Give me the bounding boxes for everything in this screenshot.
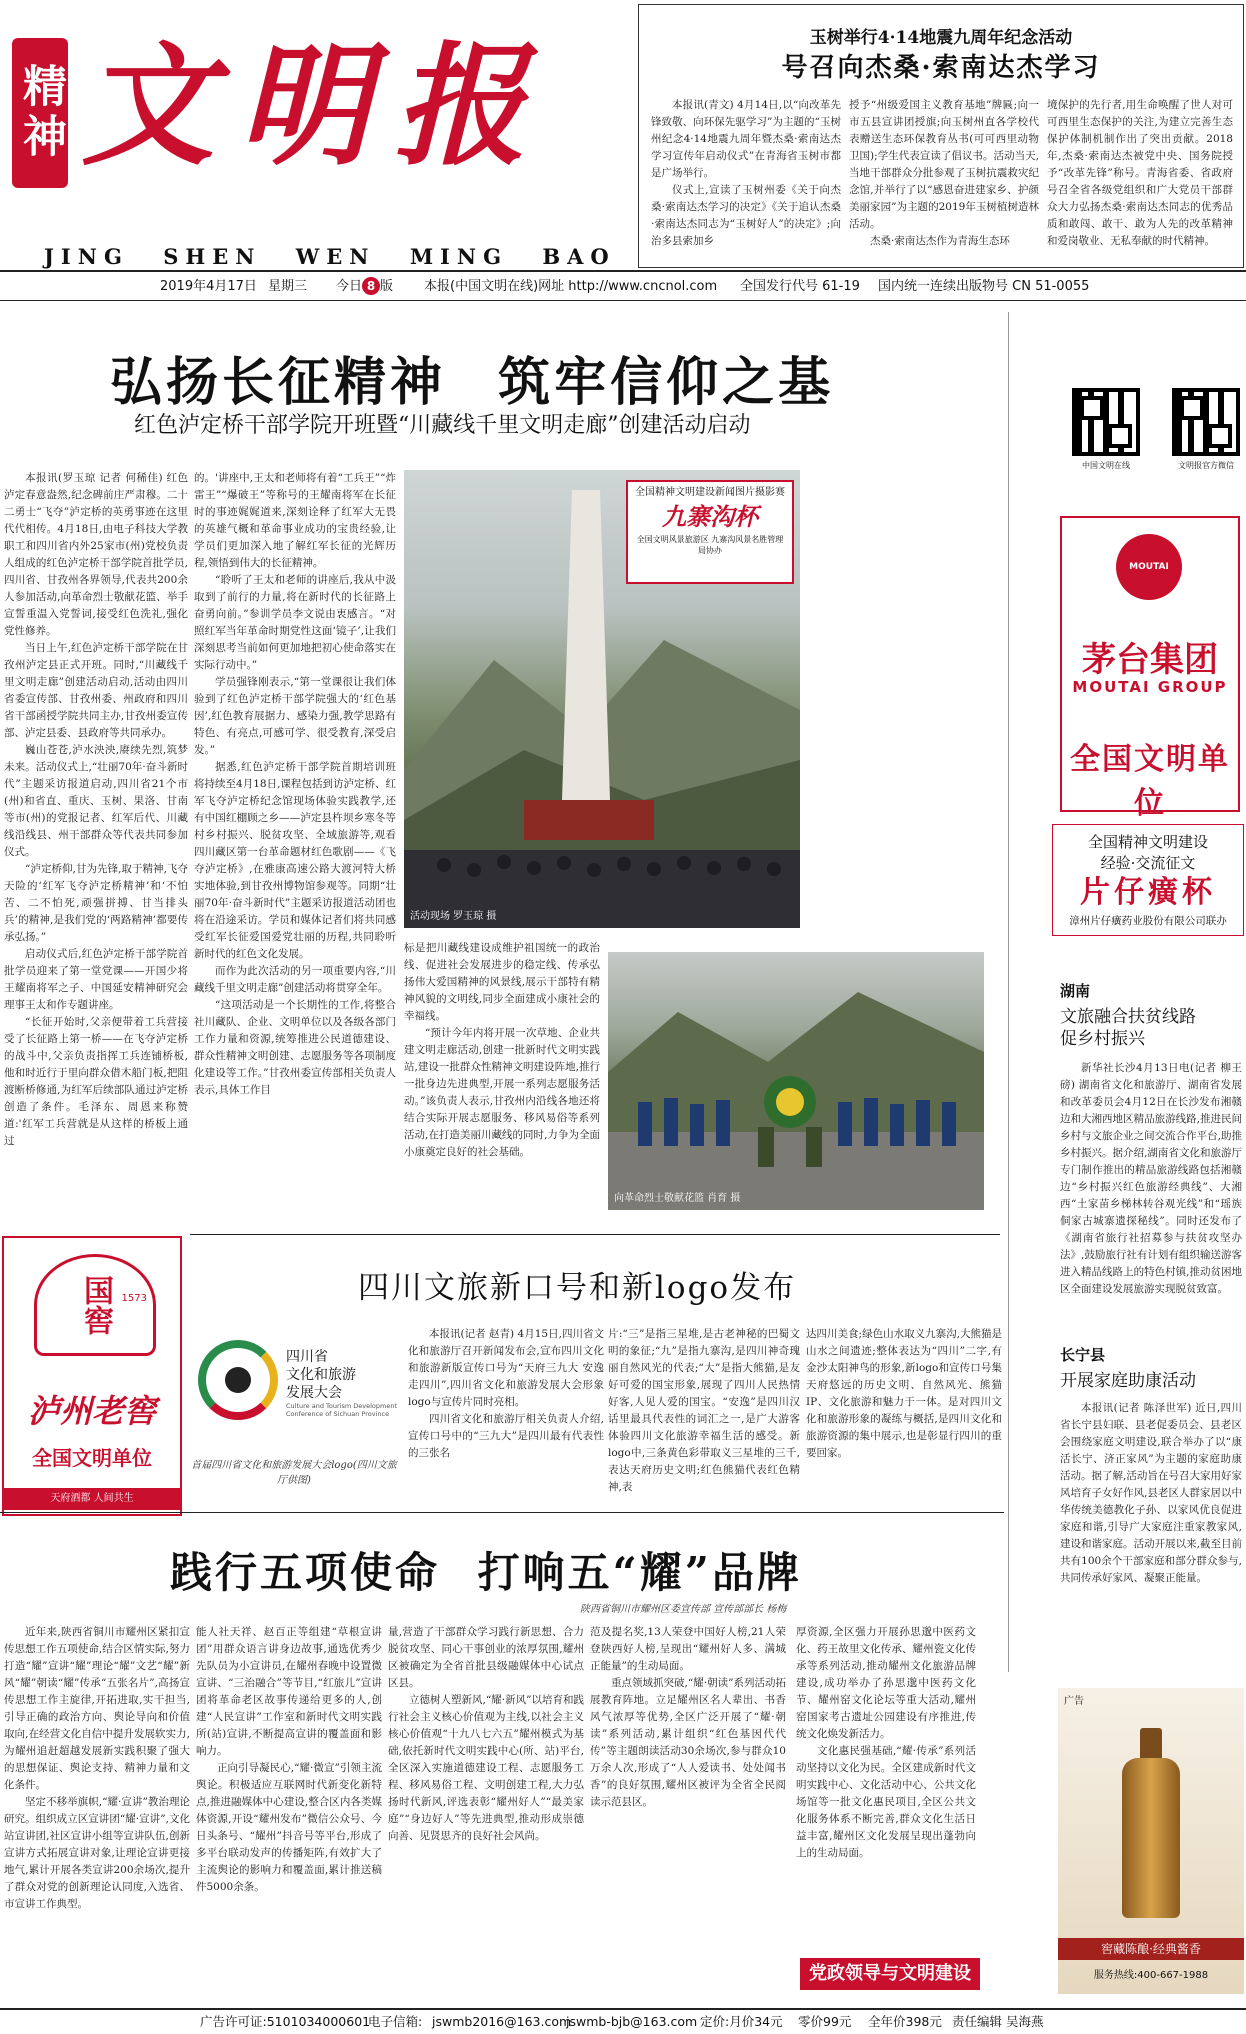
baijiu-ad: [1058, 1688, 1244, 1994]
lead-headline: 弘扬长征精神 筑牢信仰之基: [110, 352, 835, 413]
footer-email2[interactable]: jswmb-bjb@163.com: [566, 2014, 698, 2029]
shaanxi-col5: 厚资源,全区强力开展孙思邈中医药文化、药王故里文化传承、耀州瓷文化传承等系列活动,推动耀州文化旅游品牌建设,成功举办了孙思邈中医药文化节、耀州窑文化论坛等重大活动,耀州窑国家考古遗址公园建设有序推进,传统文化焕发新活力。: [796, 1626, 976, 1740]
lead-col2c: 学员强锋刚表示,“第一堂课很让我们体验到了红色泸定桥干部学院强大的‘红色基因’,红色教育展据力、感染力强,教学思路有特色、有亮点,可感可学、很受教育,深受启发。”: [194, 676, 396, 756]
luzhou-seal-text: 国窖: [78, 1275, 113, 1335]
lead-col1b: 当日上午,红色泸定桥干部学院在甘孜州泸定县正式开班。同时,“川藏线千里文明走廊”创建活动启动,活动由四川省委宣传部、甘孜州委、州政府和四川省干部函授学院共同主办,甘孜州委宣传部、泸定县委、县政府等共同承办。: [4, 642, 188, 739]
baijiu-brand: 窖藏陈酿·经典酱香: [1058, 1938, 1244, 1960]
top-story-col1: 本报讯(青文) 4月14日,以“向改革先锋致敬、向环保先驱学习”为主题的“玉树州纪念4·14地震九周年暨杰桑·索南达杰学习宣传年启动仪式”在青海省玉树市都是广场举行。: [651, 99, 841, 179]
luzhou-seal-year: 1573: [121, 1293, 147, 1304]
shaanxi-col2: 能人社天祥、赵百正等组建“草根宣讲团”用群众语言讲身边故事,通选优秀少先队员为小宣讲员,在耀州春晚中设置微宣讲、“三治融合”等节目,“红旅儿”宣讲团将革命老区故事传递给更多的人,创建“人民宣讲”工作室和新时代文明实践所(站)宣讲,不断提高宣讲的覆盖面和影响力。: [196, 1626, 382, 1757]
masthead-pinyin: JING SHEN WEN MING BAO: [44, 244, 616, 269]
luzhou-brand: 泸州老窖: [27, 1392, 156, 1430]
top-story-col2b: 杰桑·索南达杰作为青海生态环: [870, 235, 1010, 247]
top-story-kicker: 玉树举行4·14地震九周年纪念活动: [809, 28, 1073, 48]
luzhou-slogan: 全国文明单位: [32, 1446, 152, 1470]
shaanxi-col4: 范及提名奖,13人荣登中国好人榜,21人荣登陕西好人榜,呈现出“耀州好人多、满城正能量”的生动局面。: [590, 1626, 786, 1672]
luzhou-ad: [2, 1236, 182, 1516]
shaanxi-byline: 陕西省铜川市耀州区委宣传部 宣传部部长 杨梅: [580, 1604, 787, 1615]
masthead-seal-logo: [12, 38, 68, 188]
changning-region: 长宁县: [1060, 1346, 1106, 1364]
shaanxi-col4b: 重点领域抓突破,“耀·朝读”系列活动拓展教育阵地。立足耀州区名人辈出、书香风气浓厚等优势,全区广泛开展了“耀·朝读”系列活动,累计组织“红色基因代代传”等主题朗读活动30余场次,参与群众10万余人次,形成了“人人爱读书、处处闻书香”的良好氛围,耀州区被评为全省全民阅读示范县区。: [590, 1677, 786, 1808]
tourism-col1b: 四川省文化和旅游厅相关负责人介绍,宣传口号中的“三九大”是四川最有代表性的三张名: [408, 1413, 604, 1459]
page-count: 今日 8 版: [336, 279, 394, 294]
tourism-headline: 四川文旅新口号和新logo发布: [358, 1270, 797, 1306]
photo2-caption: 向革命烈士敬献花篮 肖育 摄: [614, 1193, 741, 1204]
qr-code-wechat[interactable]: [1172, 388, 1240, 456]
pzh-name: 片仔癀杯: [1080, 875, 1216, 910]
website-link[interactable]: 本报(中国文明在线)网址 http://www.cncnol.com: [424, 279, 718, 294]
lead-col3b: “预计今年内将开展一次草地、企业共建文明走廊活动,创建一批新时代文明实践站,建设一批群众性精神文明建设阵地,推行一批身边先进典型,开展一系列志愿服务活动。”该负责人表示,甘孜州内沿线各地还将结合实际开展志愿服务、移风易俗等系列活动,在打造美丽川藏线的同时,力争为全面小康奠定良好的社会基础。: [404, 1027, 600, 1158]
shaanxi-col1: 近年来,陕西省铜川市耀州区紧扣宣传思想工作五项使命,结合区情实际,努力打造“耀”宣讲“耀”理论“耀”文艺“耀”新风“耀”朝读“耀”传承“五张名片”,高扬宣传思想工作主旋律,开拓进取,实干担当,引导正确的政治方向、舆论导向和价值取向,在经营文化自信中提升发展软实力,为耀州追赶超越发展新实践积聚了强大的思想保证、舆论支持、精神力量和文化条件。: [4, 1626, 190, 1791]
lead-col2e: 而作为此次活动的另一项重要内容,“川藏线千里文明走廊”创建活动将贯穿全年。: [194, 965, 396, 994]
moutai-slogan: 全国文明单位: [1070, 742, 1230, 821]
qr1-label: 中国文明在线: [1082, 461, 1130, 470]
baijiu-bottle-icon: [1122, 1728, 1180, 1918]
tourism-logo-name3: 发展大会: [286, 1385, 342, 1401]
moutai-ad: [1060, 516, 1240, 821]
tourism-col2: 片:“三”是指三星堆,是古老神秘的巴蜀文明的象征;“九”是指九寨沟,是四川神奇瑰丽自然风光的代表;“大”是指大熊猫,是友好可爱的国宝形象,展现了四川人民热情好客,人见人爱的国宝。“安逸”是四川汉话里最具代表性的词汇之一,是广大游客体验四川文化旅游幸福生活的感受。新logo中,三条黄色彩带取义三星堆的三千,表达天府历史文明;红色熊猫代表红色精神,表: [608, 1328, 800, 1493]
shaanxi-col1b: 坚定不移举旗帜,“耀·宣讲”教治理论研究。组织成立区宣讲团“耀·宣讲”,文化站宣讲团,社区宣讲小组等宣讲队伍,创新宣讲方式拓展宣讲对象,让理论宣讲更接地气,累计开展各类宣讲200余场次,提升了群众对党的创新理论认同度,入选省、市宣讲工作典型。: [4, 1796, 190, 1910]
cn-code: 国内统一连续出版物号 CN 51-0055: [878, 279, 1090, 294]
lead-col1c: 巍山苍苍,泸水泱泱,赓续先烈,筑梦未来。活动仪式上,“壮丽70年·奋斗新时代”主题采访报道启动,四川省21个市(州)和省直、重庆、玉树、果洛、甘南等市(州)的党报记者、红军后代、川藏线沿线县、州干部群众等代表共同参加仪式。: [4, 744, 188, 858]
lead-photo-wreath: [608, 952, 984, 1210]
tourism-logo-en: Culture and Tourism Development Conference of Sichuan Province: [286, 1402, 398, 1418]
top-story-col3: 境保护的先行者,用生命唤醒了世人对可可西里生态保护的关注,为建立完善生态保护体制机制作出了突出贡献。2018年,杰桑·索南达杰被党中央、国务院授予“改革先锋”称号。青海省委、省政府号召全省各级党组织和广大党员干部群众大力弘扬杰桑·索南达杰同志的优秀品质和敢闯、敢干、敢为人先的改革精神和爱岗敬业、无私奉献的时代精神。: [1047, 99, 1233, 247]
top-story-headline: 号召向杰桑·索南达杰学习: [781, 53, 1101, 83]
lead-col2b: “聆听了王太和老师的讲座后,我从中汲取到了前行的力量,将在新时代的长征路上奋勇向前。”参训学员李文说由衷感言。“对照红军当年革命时期党性这面‘镜子’,让我们深刻思考当前如何更加地把初心使命落实在实际行动中。”: [194, 574, 396, 671]
masthead: [0, 0, 1246, 303]
masthead-title: 文明报: [82, 29, 550, 184]
lead-col2d: 据悉,红色泸定桥干部学院首期培训班将持续至4月18日,课程包括到访泸定桥、红军飞夺泸定桥纪念馆现场体验实践教学,还有中国红棚顾之乡——泸定县杵坝乡寒冬等村乡村振兴、脱贫攻坚、全域旅游等,观看四川藏区第一台革命题材红色歌剧——《飞夺泸定桥》,在雅康高速公路大渡河特大桥实地体验,到甘孜州博物馆参观等。同期“壮丽70年·奋斗新时代”主题采访报道活动团也将在沿途采访。学员和媒体记者们将共同感受红军长征爱国爱党壮丽的历程,共同聆听新时代的红色文化发展。: [194, 761, 396, 960]
baijiu-phone: 服务热线:400-667-1988: [1093, 1970, 1209, 1981]
lead-photo-monument: [404, 470, 800, 928]
masthead-datebar: [0, 276, 1246, 298]
lead-photo-wreath-art: [608, 952, 984, 1210]
top-story-box: [638, 4, 1244, 268]
footer-bar: [0, 2012, 1246, 2034]
luzhou-seal-icon: [34, 1254, 156, 1356]
hunan-body: 新华社长沙4月13日电(记者 柳王磅) 湖南省文化和旅游厅、湖南省发展和改革委员会4月12日在长沙发布湘赣边和大湘西地区精品旅游线路,推进民间乡村与文旅企业之间交流合作平台,助推乡村振兴。据介绍,湖南省文化和旅游厅专门制作推出的精品旅游线路包括湘赣边“乡村振兴红色旅游经典线”、大湘西“土家苗乡梯林转谷观光线”和“瑶族侗家古城寨遗探秘线”。同时还发布了《湖南省旅行社招募参与扶贫攻坚办法》,鼓励旅行社有计划有组织输送游客进入精品线路上的特色村镇,推动贫困地区全面建设发展旅游实现脱贫致富。: [1060, 1062, 1242, 1295]
top-story-col2: 授予“州级爱国主义教育基地”牌匾;向一市五县宣讲团授旗;向玉树州直各学校代表赠送生态环保教育丛书(可可西里动物卫国);学生代表宣读了倡议书。活动当天,当地干部群众分批参观了玉树抗震救灾纪念馆,并举行了以“感恩奋进建家乡、护颜美丽家园”为主题的2019年玉树植树造林活动。: [849, 99, 1039, 230]
changning-title: 开展家庭助康活动: [1060, 1371, 1196, 1391]
tourism-logo-name2: 文化和旅游: [286, 1367, 356, 1383]
moutai-cn-name: 茅台集团: [1082, 640, 1218, 680]
ad-label: 广告: [1064, 1696, 1084, 1707]
pzh-company: 漳州片仔癀药业股份有限公司联办: [1069, 915, 1227, 927]
tourism-col3: 达四川美食;绿色山水取义九寨沟,大熊猫是山水之间遗迹;整体表达为“四川”二字,有金沙太阳神鸟的形象,新logo和宣传口号集天府悠远的历史文明、自然风光、熊猫IP、文化旅游和魅力于一体。是对四川文化和旅游形象的凝练与概括,是四川文化和旅游资源的集中展示,也是彰显行四川的重要回家。: [806, 1328, 1002, 1459]
moutai-logo-text: MOUTAI: [1129, 562, 1169, 572]
shaanxi-col5b: 文化惠民强基础,“耀·传承”系列活动坚持以文化为民。全区建成新时代文明实践中心、文化活动中心、公共文化场馆等一批文化惠民项目,全区公共文化服务体系不断完善,群众文化生活日益丰富,耀州区文化发展呈现出蓬勃向上的生动局面。: [796, 1745, 976, 1859]
photo-contest-sub: 全国文明风景旅游区 九寨沟风景名胜管理局协办: [636, 535, 784, 555]
photo-contest-badge: [626, 480, 794, 584]
shaanxi-col2b: 正向引导凝民心,“耀·微宣”引领主流舆论。积极适应互联网时代新变化新特点,推进融媒体中心建设,整合区内各类媒体资源,开设“耀州发布”微信公众号、今日头条号、“耀州”抖音号等平台,形成了多平台联动发声的传播矩阵,有效扩大了主流舆论的影响力和覆盖面,累计推送稿件5000余条。: [196, 1762, 382, 1893]
pzh-top1: 全国精神文明建设: [1087, 833, 1208, 851]
footer-email1[interactable]: jswmb2016@163.com: [432, 2014, 572, 2029]
photo-contest-brand: 九寨沟杯: [662, 502, 758, 531]
changning-body: 本报讯(记者 陈泽世军) 近日,四川省长宁县妇联、县老促委员会、县老区会围绕家庭文明建设,联合举办了以“康活长宁、济正家风”为主题的家庭助康活动。据了解,活动旨在号召大家用好家风培育子女好作风,县老区人群家居以中华传统美德教化子孙、以家风优良促进家庭和谐,引导广大家庭注重家教家风,建设和谐家庭。活动开展以来,截至目前共有100余个干部家庭和部分群众参与,共同传承好家风、凝聚正能量。: [1060, 1402, 1242, 1584]
footer-ad-license: 广告许可证:5101034000601: [200, 2014, 371, 2029]
shaanxi-headline: 践行五项使命 打响五“耀”品牌: [170, 1548, 802, 1597]
photo-contest-title: 全国精神文明建设新闻图片摄影赛: [635, 487, 785, 498]
tourism-logo: [194, 1336, 404, 1446]
masthead-seal-text: 精神: [15, 63, 66, 163]
tourism-logo-caption: 首届四川省文化和旅游发展大会logo(四川文旅厅供图): [191, 1460, 397, 1486]
footer-annual: 全年价398元: [868, 2014, 942, 2029]
top-story-col1b: 仪式上,宣读了玉树州委《关于向杰桑·索南达杰学习的决定》《关于追认杰桑·索南达杰同志为“玉树好人”的决定》;向治多县索加乡: [651, 184, 841, 247]
pianzaihuang-ad: [1052, 824, 1244, 936]
section-banner: 党政领导与文明建设: [800, 1958, 980, 1990]
hunan-title2: 促乡村振兴: [1060, 1029, 1145, 1049]
shaanxi-col3b: 立德树人塑新风,“耀·新风”以培育和践行社会主义核心价值观为主线,以社会主义核心价值观“十九八七六五”耀州模式为基础,依托新时代文明实践中心(所、站)平台,全区深入实施道德建设工程、志愿服务工程、移风易俗工程、文明创建工程,大力弘扬时代新风,评选表彰“耀州好人”“最美家庭”“身边好人”等先进典型,推动形成崇德向善、见贤思齐的良好社会风尚。: [388, 1694, 584, 1842]
footer-retail: 零价99元: [798, 2014, 852, 2029]
tourism-logo-name1: 四川省: [286, 1349, 328, 1365]
tourism-col1: 本报讯(记者 赵青) 4月15日,四川省文化和旅游厅召开新闻发布会,宣布四川文化和旅游新版宣传口号为“天府三九大 安逸走四川”,四川省文化和旅游发展大会形象logo与宣传片同时亮相。: [408, 1328, 604, 1408]
lead-col1f: “长征开始时,父亲便带着工兵营接受了长征路上第一桥——在飞夺泸定桥的战斗中,父亲负责指挥工兵连铺桥板,他和时近行于里向群众借木船门板,把阻渡断桥修通,为红军后续部队通过泸定桥创造了条件。毛泽东、周恩来称赞道:'红军工兵营就是从这样的桥板上通过: [4, 1016, 188, 1147]
photo1-caption: 活动现场 罗玉琼 摄: [410, 911, 497, 922]
lead-col1: 本报讯(罗玉琼 记者 何稀佳) 红色泸定春意盎然,纪念碑前庄严肃穆。二十二勇士“飞夺”泸定桥的英勇事迹在这里代代相传。4月18日,由电子科技大学教职工和四川省内外25家市(州)党校负责人组成的红色泸定桥干部学院首批学员,四川省、甘孜州各界领导,代表共200余人参加活动,向革命烈士敬献花篮、举手宣誓重温入党誓词,接受红色洗礼,强化党性修养。: [4, 472, 188, 637]
footer-price: 定价:月价34元: [700, 2014, 783, 2029]
lead-col1e: 启动仪式后,红色泸定桥干部学院首批学员迎来了第一堂党课——开国少将王耀南将军之子、中国延安精神研究会理事王太和作专题讲座。: [4, 948, 188, 1011]
issue-weekday: 星期三: [268, 279, 308, 294]
moutai-en-name: MOUTAI GROUP: [1072, 678, 1228, 696]
lead-col2: 的。'讲座中,王太和老师将有着“工兵王”“炸雷王”“爆破王”等称号的王耀南将军在长征时的事迹娓娓道来,深刻诠释了红军大无畏的英雄气概和革命事业成功的宝贵经验,让学员们更加深入地了解红军长征的光辉历程,领悟到伟大的长征精神。: [194, 472, 396, 569]
issue-date: 2019年4月17日: [160, 279, 257, 294]
lead-subhead: 红色泸定桥干部学院开班暨“川藏线千里文明走廊”创建活动启动: [134, 413, 751, 438]
hunan-title1: 文旅融合扶贫线路: [1060, 1007, 1196, 1027]
luzhou-footer: 天府酒都 人间共生: [4, 1488, 180, 1510]
footer-editor: 责任编辑 吴海燕: [952, 2014, 1044, 2029]
qr-code-website[interactable]: [1072, 388, 1140, 456]
hunan-region: 湖南: [1060, 982, 1091, 1000]
shaanxi-col3: 量,营造了干部群众学习践行新思想、合力脱贫攻坚、同心干事创业的浓厚氛围,耀州区被确定为全省首批县级融媒体中心试点区县。: [388, 1626, 584, 1689]
moutai-logo-icon: [1116, 534, 1182, 600]
lead-col3: 标是把川藏线建设成维护祖国统一的政治线、促进社会发展进步的稳定线、传承弘扬伟大爱国精神的风景线,展示干部特有精神风貌的文明线,同步全面建成小康社会的幸福线。: [404, 942, 600, 1022]
pzh-top2: 经验·交流征文: [1100, 854, 1196, 872]
issn-code: 全国发行代号 61-19: [740, 279, 860, 294]
tourism-logo-icon: [198, 1340, 278, 1420]
qr2-label: 文明报官方微信: [1178, 461, 1234, 470]
lead-col2f: “这项活动是一个长期性的工作,将整合社川藏队、企业、文明单位以及各级各部门工作力量和资源,统筹推进公民道德建设、群众性精神文明创建、志愿服务等各项制度化建设等工作。”甘孜州委宣传部相关负责人表示,具体工作目: [194, 999, 396, 1096]
lead-col1d: “泸定桥仰,甘为先锋,取于精神,飞夺天险的‘红军飞夺泸定桥精神’和‘不怕苦、二不怕死,顽强拼搏、甘当排头兵’的精神,是我们党的‘两路精神’都要传承弘扬。”: [4, 863, 188, 943]
footer-email-label: 电子信箱:: [368, 2014, 423, 2029]
